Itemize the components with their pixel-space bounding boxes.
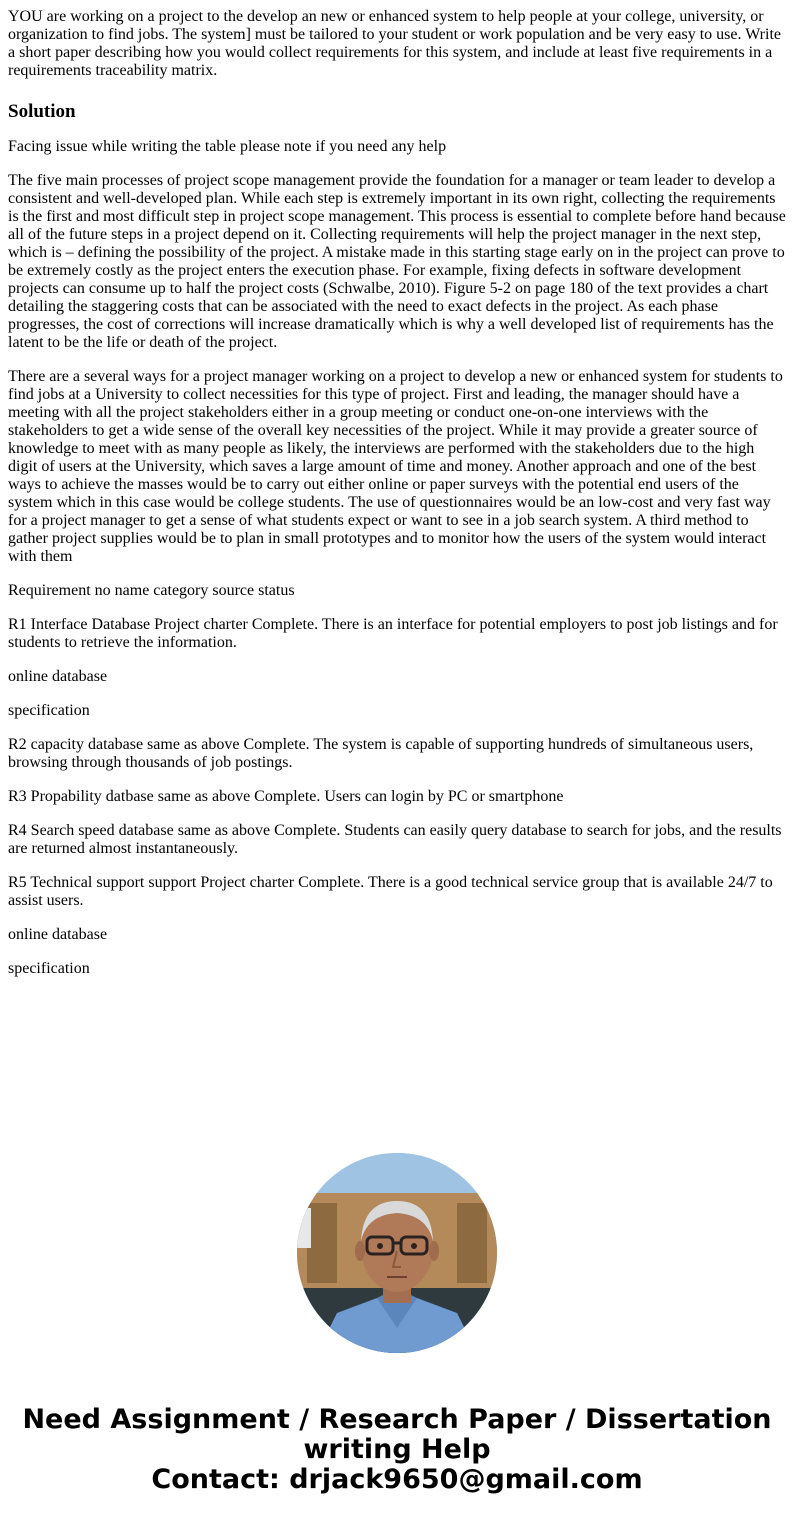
document-body bbox=[8, 8, 787, 994]
requirement-r4: R4 Search speed database same as above Complete. Students can easily query database to search for jobs, and the results are returned almost instantaneously. bbox=[8, 822, 782, 857]
solution-heading: Solution bbox=[8, 101, 76, 122]
requirement-r5: R5 Technical support support Project charter Complete. There is a good technical service group that is available 24/7 to assist users. bbox=[8, 874, 773, 909]
paragraph: The five main processes of project scope management provide the foundation for a manager or team leader to develop a consistent and well-developed plan. While each step is extremely important in its own right, collecting the requirements is the first and most difficult step in project scope management. This process is essential to complete before hand because all of the future steps in a project depend on it. Collecting requirements will help the project manager in the next step, which is – defining the possibility of the project. A mistake made in this starting stage early on in the project can prove to be extremely costly as the project enters the execution phase. For example, fixing defects in software development projects can consume up to half the project costs (Schwalbe, 2010). Figure 5-2 on page 180 of the text provides a chart detailing the staggering costs that can be associated with the need to exact defects in the project. As each phase progresses, the cost of corrections will increase dramatically which is why a well developed list of requirements has the latent to be the life or death of the project. bbox=[8, 172, 786, 351]
matrix-header: Requirement no name category source status bbox=[8, 582, 295, 599]
promo-line: Need Assignment / Research Paper / Dissertation bbox=[22, 1404, 772, 1435]
paragraph: specification bbox=[8, 702, 90, 719]
paragraph: There are a several ways for a project manager working on a project to develop a new or enhanced system for students to find jobs at a University to collect necessities for this type of project. First and leading, the manager should have a meeting with all the project stakeholders either in a group meeting or conduct one-on-one interviews with the stakeholders to get a wide sense of the overall key necessities of the project. While it may provide a greater source of knowledge to meet with as many people as likely, the interviews are performed with the stakeholders due to the high digit of users at the University, which saves a large amount of time and money. Another approach and one of the best ways to achieve the masses would be to carry out either online or paper surveys with the potential end users of the system which in this case would be college students. The use of questionnaires would be an low-cost and very fast way for a project manager to get a sense of what students expect or want to see in a job search system. A third method to gather project supplies would be to plan in small prototypes and to monitor how the users of the system would interact with them bbox=[8, 368, 783, 565]
promo-banner bbox=[0, 1153, 794, 1495]
contact-line: Contact: drjack9650@gmail.com bbox=[151, 1464, 643, 1495]
requirement-r3: R3 Propability datbase same as above Complete. Users can login by PC or smartphone bbox=[8, 788, 564, 805]
avatar bbox=[297, 1153, 497, 1353]
paragraph: online database bbox=[8, 926, 108, 943]
paragraph: Facing issue while writing the table please note if you need any help bbox=[8, 138, 447, 155]
paragraph: specification bbox=[8, 960, 90, 977]
question-text: YOU are working on a project to the develop an new or enhanced system to help people at your college, university, or organization to find jobs. The system] must be tailored to your student or work population and be very easy to use. Write a short paper describing how you would collect requirements for this system, and include at least five requirements in a requirements traceability matrix. bbox=[8, 8, 781, 79]
promo-text bbox=[0, 1405, 794, 1495]
requirement-r1: R1 Interface Database Project charter Complete. There is an interface for potential employers to post job listings and for students to retrieve the information. bbox=[8, 616, 778, 651]
promo-line: writing Help bbox=[303, 1434, 491, 1465]
requirement-r2: R2 capacity database same as above Complete. The system is capable of supporting hundreds of simultaneous users, browsing through thousands of job postings. bbox=[8, 736, 754, 771]
portrait-image bbox=[297, 1153, 497, 1353]
paragraph: online database bbox=[8, 668, 108, 685]
